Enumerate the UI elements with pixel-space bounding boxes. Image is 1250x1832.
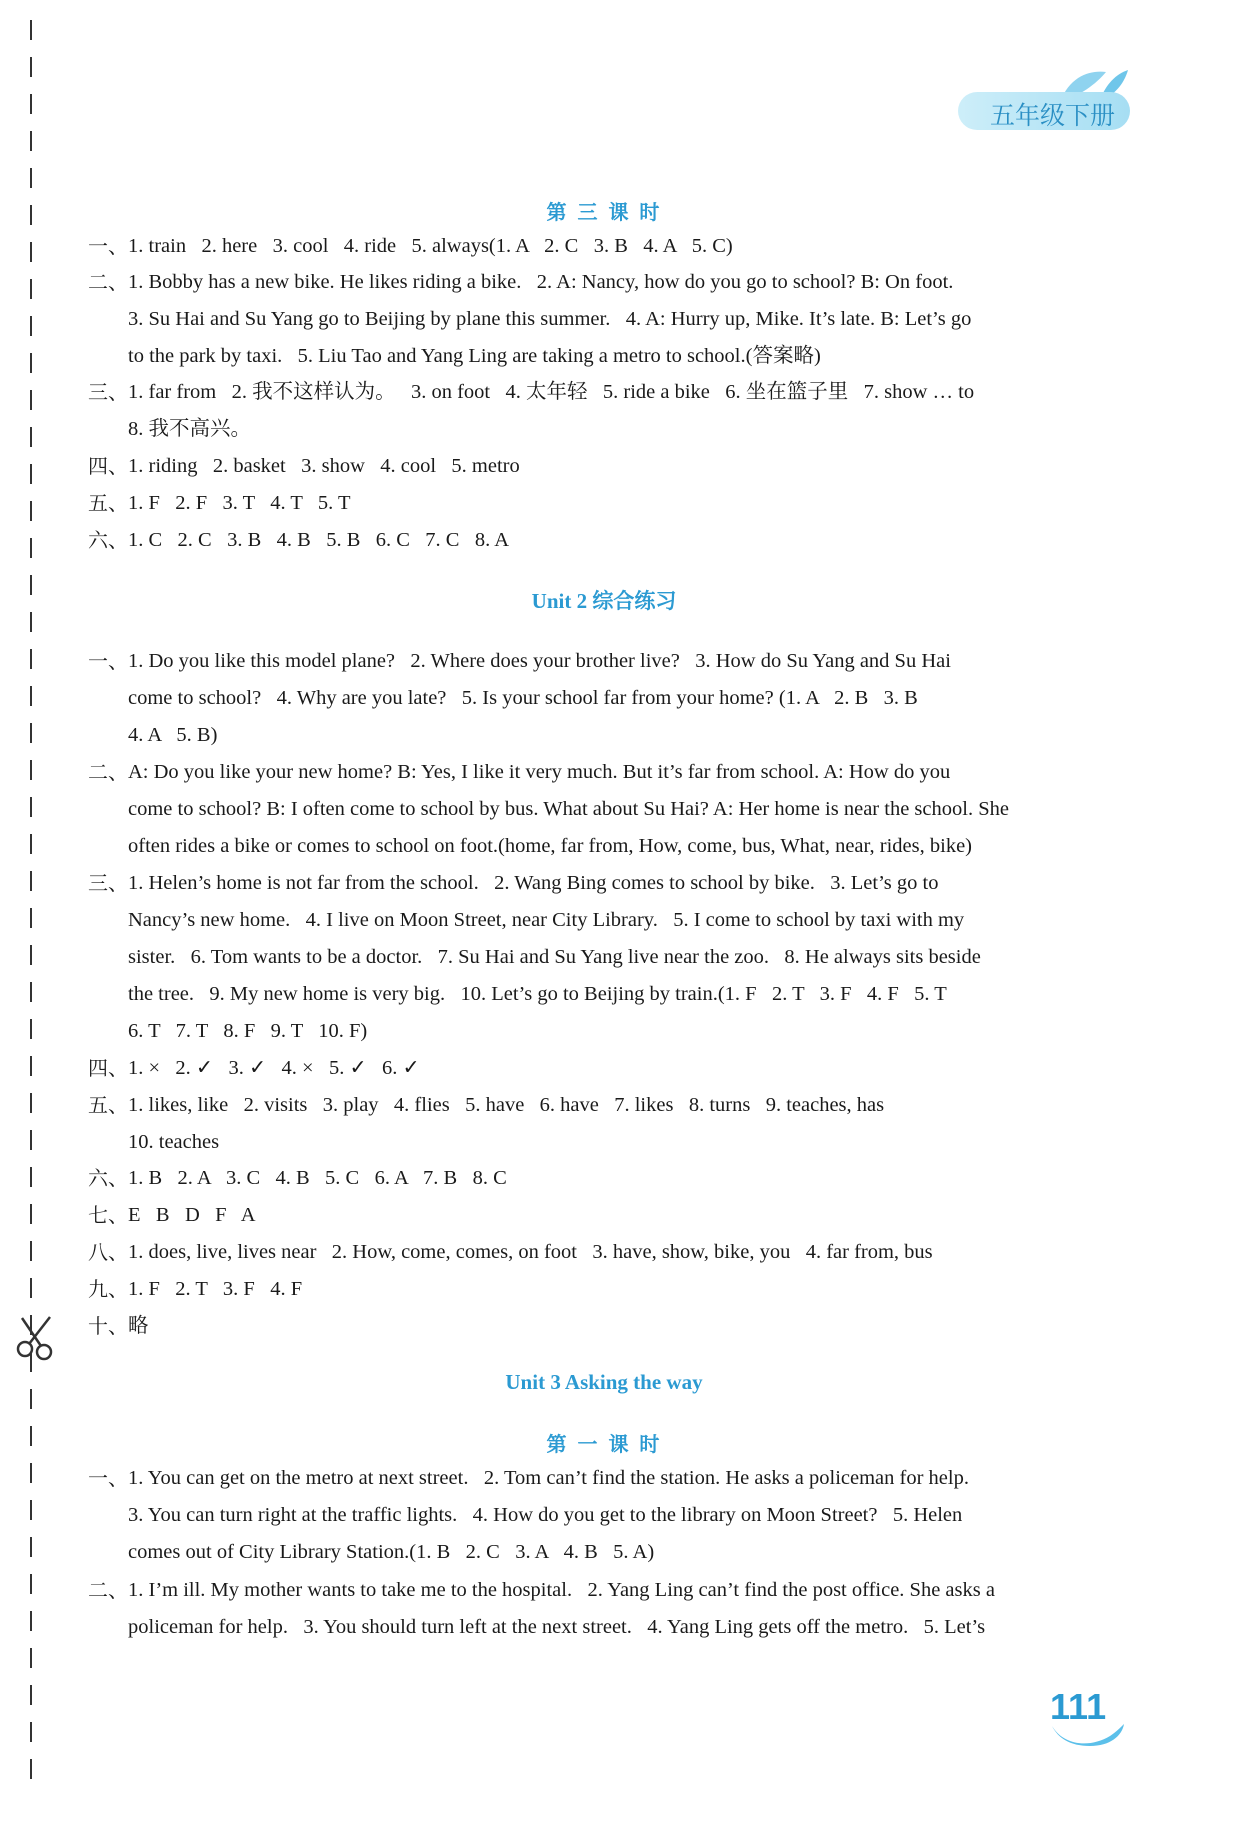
lesson-title: 第 一 课 时 [546,1432,662,1456]
exercise-label: 四、 [88,454,128,478]
answer-line: comes out of City Library Station.(1. B 2. C 3. A 4. B 5. A) [128,1541,655,1563]
answer-text [128,228,1120,265]
answer-line: 1. × 2. ✓ 3. ✓ 4. × 5. ✓ 6. ✓ [128,1057,420,1079]
grade-label: 五年级下册 [990,101,1116,130]
answer-line: Nancy’s new home. 4. I live on Moon Street, near City Library. 5. I come to school by taxi with my [128,909,965,931]
answer-text [128,1160,1120,1197]
answer-line: 10. teaches [128,1131,220,1153]
exercise-label: 六、 [88,1166,128,1190]
exercise-label: 三、 [88,871,128,895]
answer-line: 1. F 2. F 3. T 4. T 5. T [128,492,351,514]
cut-dash [30,686,32,706]
lesson-title: 第 三 课 时 [546,200,662,224]
answer-text [128,485,1120,522]
answer-text [128,1234,1120,1271]
answer-line: 1. Bobby has a new bike. He likes riding a bike. 2. A: Nancy, how do you go to school? B: On foot. [128,271,954,293]
cut-dash [30,94,32,114]
cut-dash [30,464,32,484]
answer-line: the tree. 9. My new home is very big. 10. Let’s go to Beijing by train.(1. F 2. T 3. F 4. F 5. T [128,983,947,1005]
answer-line: often rides a bike or comes to school on foot.(home, far from, How, come, bus, What, near, rides, bike) [128,835,972,857]
cut-dash [30,797,32,817]
grade-badge [958,92,1130,130]
answer-line: 1. far from 2. 我不这样认为。 3. on foot 4. 太年轻 5. ride a bike 6. 坐在篮子里 7. show … to [128,381,975,403]
answer-line: 1. Do you like this model plane? 2. Where does your brother live? 3. How do Su Yang and Su Hai [128,650,951,672]
cut-line [28,20,34,1810]
exercise-answers [88,448,1120,485]
exercise-label: 二、 [88,1578,128,1602]
cut-dash [30,168,32,188]
cut-dash [30,612,32,632]
cut-dash [30,1093,32,1113]
exercise-answers [88,1572,1120,1646]
exercise-answers [88,1460,1120,1571]
answer-line: policeman for help. 3. You should turn left at the next street. 4. Yang Ling gets off the metro. 5. Let’s [128,1616,986,1638]
answer-line: 1. You can get on the metro at next street. 2. Tom can’t find the station. He asks a policeman for help. [128,1467,969,1489]
answer-text [128,264,1120,375]
exercise-label: 二、 [88,760,128,784]
exercise-label: 六、 [88,528,128,552]
cut-dash [30,316,32,336]
exercise-label: 八、 [88,1240,128,1264]
answer-line: 1. riding 2. basket 3. show 4. cool 5. metro [128,455,520,477]
answer-text [128,448,1120,485]
cut-dash [30,1611,32,1631]
cut-dash [30,1537,32,1557]
cut-dash [30,1278,32,1298]
answer-line: come to school? B: I often come to school by bus. What about Su Hai? A: Her home is near the school. She [128,798,1009,820]
exercise-label: 一、 [88,649,128,673]
cut-dash [30,1056,32,1076]
exercise-answers [88,1271,1120,1308]
exercise-label: 五、 [88,491,128,515]
exercise-answers [88,1197,1120,1234]
exercise-label: 一、 [88,234,128,258]
exercise-label: 五、 [88,1093,128,1117]
exercise-answers [88,1234,1120,1271]
answer-line: 略 [128,1315,149,1337]
cut-dash [30,1204,32,1224]
cut-dash [30,575,32,595]
cut-dash [30,723,32,743]
answer-text [128,1050,1120,1087]
answer-line: 6. T 7. T 8. F 9. T 10. F) [128,1020,368,1042]
cut-dash [30,1685,32,1705]
exercise-answers [88,228,1120,265]
answer-line: 1. B 2. A 3. C 4. B 5. C 6. A 7. B 8. C [128,1167,507,1189]
exercise-answers [88,1087,1120,1161]
cut-dash [30,131,32,151]
wave-icon [1050,1722,1126,1748]
cut-dash [30,982,32,1002]
cut-dash [30,1019,32,1039]
cut-dash [30,205,32,225]
answer-text [128,865,1120,1050]
answer-line: 3. Su Hai and Su Yang go to Beijing by plane this summer. 4. A: Hurry up, Mike. It’s late. B: Let’s go [128,308,972,330]
exercise-answers [88,643,1120,754]
cut-dash [30,1574,32,1594]
answer-line: A: Do you like your new home? B: Yes, I like it very much. But it’s far from school. A: How do you [128,761,951,783]
exercise-answers [88,1050,1120,1087]
answer-line: come to school? 4. Why are you late? 5. Is your school far from your home? (1. A 2. B 3. B [128,687,918,709]
unit-title: Unit 3 Asking the way [505,1370,703,1394]
answer-text [128,1197,1120,1234]
cut-dash [30,538,32,558]
exercise-answers [88,264,1120,375]
exercise-answers [88,1160,1120,1197]
cut-dash [30,760,32,780]
page-number: 111 [1050,1686,1107,1727]
cut-dash [30,1648,32,1668]
cut-dash [30,242,32,262]
answer-line: 4. A 5. B) [128,724,218,746]
cut-dash [30,945,32,965]
cut-dash [30,427,32,447]
answer-line: sister. 6. Tom wants to be a doctor. 7. Su Hai and Su Yang live near the zoo. 8. He always sits beside [128,946,981,968]
cut-dash [30,1389,32,1409]
answer-text [128,754,1120,865]
exercise-label: 七、 [88,1203,128,1227]
cut-dash [30,1722,32,1742]
cut-dash [30,57,32,77]
answer-text [128,643,1120,754]
cut-dash [30,1759,32,1779]
cut-dash [30,1500,32,1520]
unit-title: Unit 2 综合练习 [531,589,677,613]
answer-text [128,1308,1120,1345]
cut-dash [30,501,32,521]
exercise-answers [88,485,1120,522]
answer-line: 1. I’m ill. My mother wants to take me to the hospital. 2. Yang Ling can’t find the post office. She asks a [128,1579,995,1601]
scissors-icon [14,1315,58,1361]
cut-dash [30,353,32,373]
answer-line: 1. train 2. here 3. cool 4. ride 5. always(1. A 2. C 3. B 4. A 5. C) [128,235,733,257]
exercise-answers [88,1308,1120,1345]
exercise-answers [88,374,1120,448]
cut-dash [30,20,32,40]
cut-dash [30,1426,32,1446]
answer-line: 1. C 2. C 3. B 4. B 5. B 6. C 7. C 8. A [128,529,510,551]
answer-line: E B D F A [128,1204,256,1226]
exercise-label: 十、 [88,1314,128,1338]
exercise-answers [88,522,1120,559]
answer-line: 8. 我不高兴。 [128,418,251,440]
exercise-answers [88,754,1120,865]
answer-line: 3. You can turn right at the traffic lights. 4. How do you get to the library on Moon Street? 5. Helen [128,1504,963,1526]
cut-dash [30,908,32,928]
answer-text [128,1087,1120,1161]
answer-text [128,374,1120,448]
answer-line: 1. Helen’s home is not far from the school. 2. Wang Bing comes to school by bike. 3. Let’s go to [128,872,939,894]
answer-line: 1. likes, like 2. visits 3. play 4. flies 5. have 6. have 7. likes 8. turns 9. teaches, has [128,1094,885,1116]
answer-text [128,1460,1120,1571]
answer-line: to the park by taxi. 5. Liu Tao and Yang Ling are taking a metro to school.(答案略) [128,345,821,367]
exercise-label: 一、 [88,1466,128,1490]
answer-text [128,522,1120,559]
cut-dash [30,390,32,410]
cut-dash [30,1130,32,1150]
exercise-label: 九、 [88,1277,128,1301]
exercise-label: 四、 [88,1056,128,1080]
cut-dash [30,649,32,669]
answer-text [128,1572,1120,1646]
exercise-label: 二、 [88,270,128,294]
answer-line: 1. F 2. T 3. F 4. F [128,1278,303,1300]
answer-text [128,1271,1120,1308]
answer-line: 1. does, live, lives near 2. How, come, comes, on foot 3. have, show, bike, you 4. far from, bus [128,1241,933,1263]
cut-dash [30,834,32,854]
exercise-answers [88,865,1120,1050]
cut-dash [30,1463,32,1483]
cut-dash [30,1241,32,1261]
cut-dash [30,279,32,299]
cut-dash [30,1167,32,1187]
exercise-label: 三、 [88,380,128,404]
cut-dash [30,871,32,891]
